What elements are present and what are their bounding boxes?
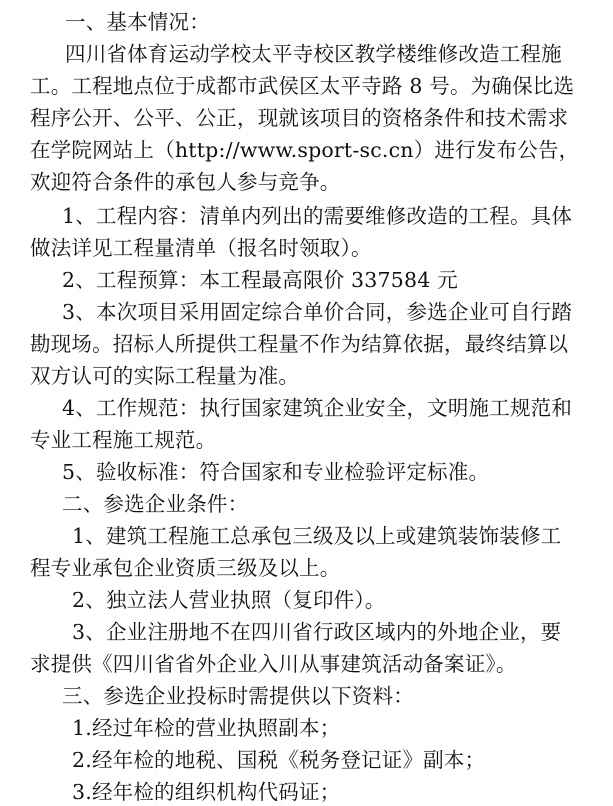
paragraph-line: 欢迎符合条件的承包人参与竞争。 — [30, 170, 341, 194]
paragraph-line: 程序公开、公平、公正，现就该项目的资格条件和技术需求 — [30, 106, 569, 130]
item-budget: 2、工程预算：本工程最高限价 337584 元 — [62, 268, 458, 292]
item-business-license: 2、独立法人营业执照（复印件）。 — [72, 588, 386, 612]
paragraph-line: 程专业承包企业资质三级及以上。 — [30, 556, 341, 580]
paragraph-line: 双方认可的实际工程量为准。 — [30, 364, 300, 388]
paragraph-line-url: 在学院网站上（http://www.sport-sc.cn）进行发布公告， — [30, 138, 580, 162]
paragraph-line: 求提供《四川省省外企业入川从事建筑活动备案证》。 — [30, 652, 517, 676]
section-heading-basic: 一、基本情况： — [65, 10, 210, 34]
item-contract: 3、本次项目采用固定综合单价合同，参选企业可自行踏 — [62, 300, 573, 324]
item-acceptance: 5、验收标准：符合国家和专业检验评定标准。 — [62, 460, 490, 484]
paragraph-line: 四川省体育运动学校太平寺校区教学楼维修改造工程施 — [65, 42, 562, 66]
item-out-of-province: 3、企业注册地不在四川省行政区域内的外地企业，要 — [72, 620, 562, 644]
item-material-3: 3.经年检的组织机构代码证； — [72, 780, 341, 804]
paragraph-line: 工。工程地点位于成都市武侯区太平寺路 8 号。为确保比选 — [30, 74, 575, 98]
item-work-standard: 4、工作规范：执行国家建筑企业安全，文明施工规范和 — [62, 396, 573, 420]
paragraph-line: 勘现场。招标人所提供工程量不作为结算依据，最终结算以 — [30, 332, 569, 356]
section-heading-conditions: 二、参选企业条件： — [62, 492, 249, 516]
item-project-content: 1、工程内容：清单内列出的需要维修改造的工程。具体 — [62, 204, 573, 228]
item-qualification: 1、建筑工程施工总承包三级及以上或建筑装饰装修工 — [72, 524, 562, 548]
item-material-2: 2.经年检的地税、国税《税务登记证》副本； — [72, 748, 486, 772]
item-material-1: 1.经过年检的营业执照副本； — [72, 716, 341, 740]
paragraph-line: 专业工程施工规范。 — [30, 428, 217, 452]
section-heading-materials: 三、参选企业投标时需提供以下资料： — [62, 684, 414, 708]
paragraph-line: 做法详见工程量清单（报名时领取）。 — [30, 236, 372, 260]
